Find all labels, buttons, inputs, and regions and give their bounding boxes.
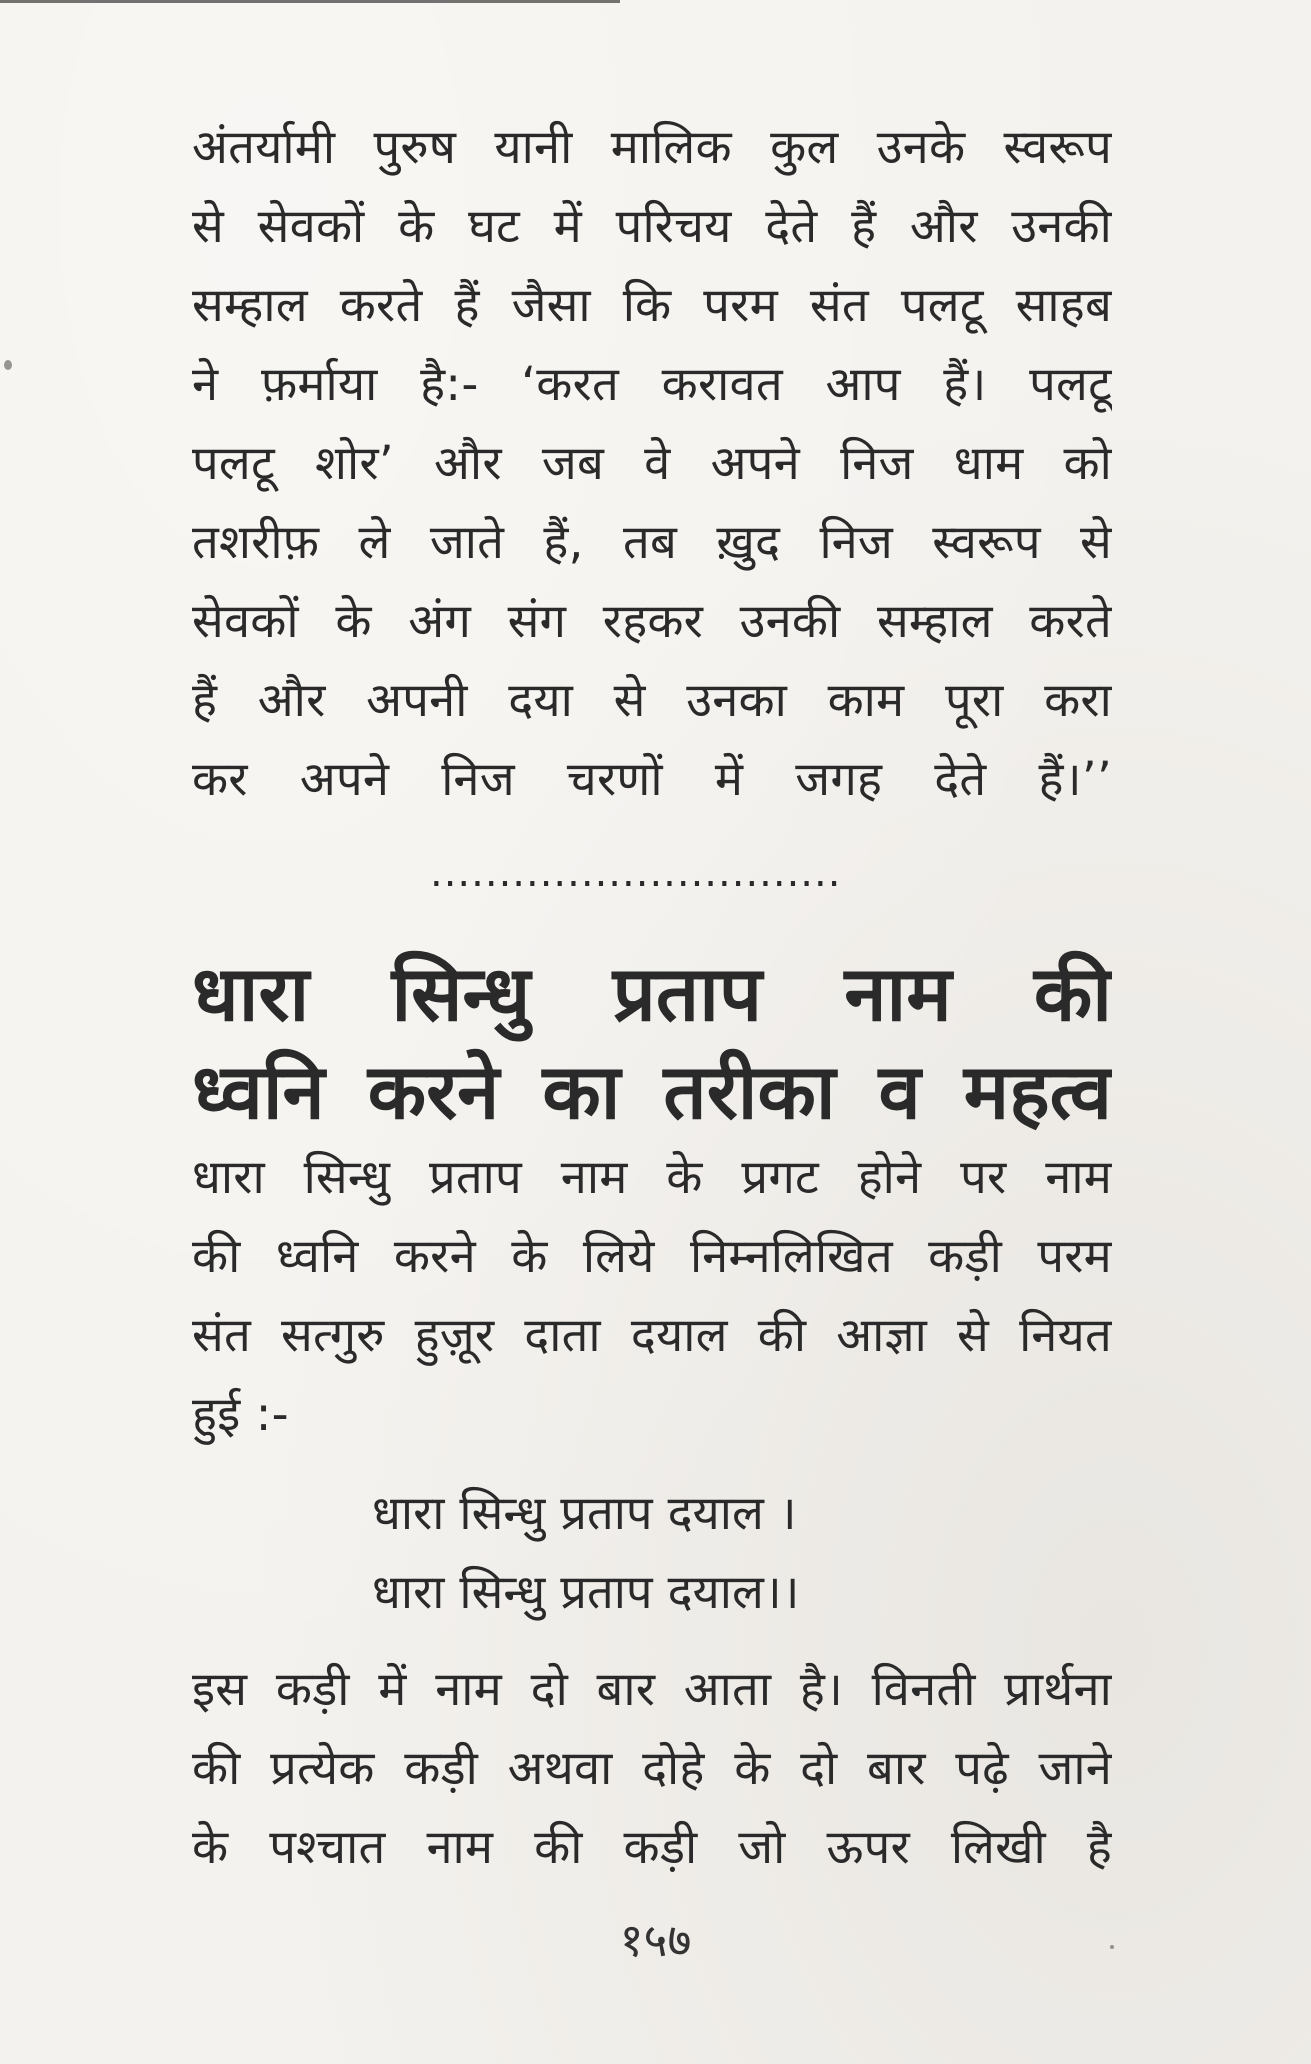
section-heading	[192, 945, 1112, 1141]
page-number: १५७	[619, 1913, 692, 1967]
paragraph-1-line-5: पलटू शोर’ और जब वे अपने निज धाम को	[192, 436, 1112, 491]
top-edge-line	[0, 0, 620, 3]
paragraph-1-line-8: हैं और अपनी दया से उनका काम पूरा करा	[192, 673, 1112, 728]
paragraph-1-line-2: से सेवकों के घट में परिचय देते हैं और उनकी	[192, 199, 1112, 254]
section-separator: ..............................	[430, 850, 842, 896]
paragraph-3	[192, 1650, 1112, 1887]
paragraph-1-line-6: तशरीफ़ ले जाते हैं, तब ख़ुद निज स्वरूप से	[192, 515, 1112, 570]
paragraph-1-line-1: अंतर्यामी पुरुष यानी मालिक कुल उनके स्वरूप	[192, 120, 1112, 175]
paragraph-3-line-2: की प्रत्येक कड़ी अथवा दोहे के दो बार पढ़े जाने	[192, 1741, 1112, 1796]
paragraph-2-line-4: हुई :-	[192, 1387, 289, 1442]
paragraph-1-line-7: सेवकों के अंग संग रहकर उनकी सम्हाल करते	[192, 594, 1112, 649]
print-speck	[4, 360, 12, 370]
paragraph-1-line-4: ने फ़र्माया है:- ‘करत करावत आप हैं। पलटू	[192, 357, 1112, 412]
paragraph-2-line-2: की ध्वनि करने के लिये निम्नलिखित कड़ी परम	[192, 1229, 1112, 1284]
verse-line-2: धारा सिन्धु प्रताप दयाल।।	[372, 1565, 800, 1620]
paragraph-1-line-9: कर अपने निज चरणों में जगह देते हैं।’’	[192, 752, 1112, 807]
paragraph-3-line-3: के पश्चात नाम की कड़ी जो ऊपर लिखी है	[192, 1820, 1112, 1875]
paragraph-3-line-1: इस कड़ी में नाम दो बार आता है। विनती प्रार्थना	[192, 1662, 1112, 1717]
verse-line-1: धारा सिन्धु प्रताप दयाल ।	[372, 1486, 797, 1541]
paragraph-2	[192, 1138, 1112, 1454]
paragraph-2-line-1: धारा सिन्धु प्रताप नाम के प्रगट होने पर नाम	[192, 1150, 1112, 1205]
paragraph-1	[192, 108, 1112, 819]
paragraph-1-line-3: सम्हाल करते हैं जैसा कि परम संत पलटू साहब	[192, 278, 1112, 333]
paragraph-2-line-3: संत सत्गुरु हुज़ूर दाता दयाल की आज्ञा से नियत	[192, 1308, 1112, 1363]
section-heading-line-2: ध्वनि करने का तरीका व महत्व	[192, 1047, 1112, 1136]
section-heading-line-1: धारा सिन्धु प्रताप नाम की	[192, 949, 1112, 1038]
print-speck	[1110, 1945, 1114, 1949]
